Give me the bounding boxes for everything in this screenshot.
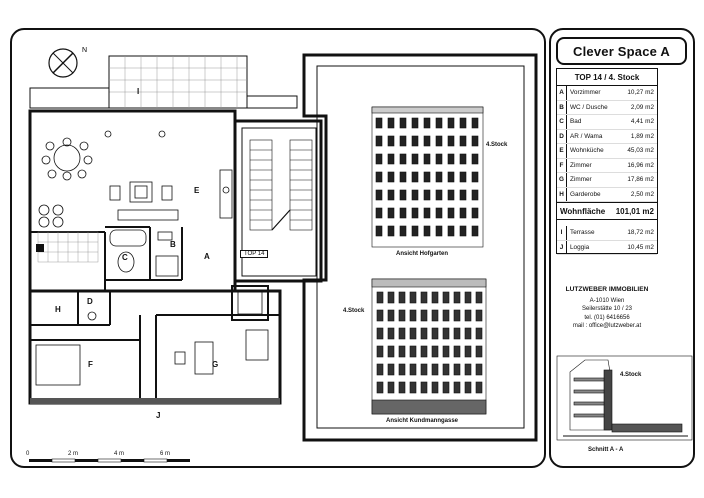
facade-window — [412, 172, 418, 182]
row-name: WC / Dusche — [570, 103, 608, 111]
area-row — [557, 144, 657, 159]
facade-window — [399, 346, 405, 357]
facade-window — [460, 208, 466, 218]
row-area: 10,45 m2 — [627, 243, 654, 251]
facade-window — [388, 292, 394, 303]
facade-window — [472, 208, 478, 218]
facade-window — [472, 172, 478, 182]
total-value: 101,01 m2 — [615, 206, 654, 216]
facade-window — [424, 118, 430, 128]
facade-window — [460, 154, 466, 164]
company-street: Seilerstätte 10 / 23 — [581, 306, 633, 313]
facade-window — [432, 346, 438, 357]
section-caption: Schnitt A - A — [588, 447, 624, 453]
hof-floor-label: 4.Stock — [486, 142, 508, 148]
area-row — [557, 130, 657, 145]
row-area: 16,96 m2 — [627, 161, 654, 169]
row-name: Zimmer — [570, 161, 592, 169]
facade-window — [377, 382, 383, 393]
facade-window — [448, 136, 454, 146]
facade-window — [376, 118, 382, 128]
facade-window — [443, 346, 449, 357]
area-row — [557, 241, 657, 256]
facade-window — [476, 346, 482, 357]
facade-window — [436, 154, 442, 164]
facade-window — [412, 208, 418, 218]
facade-window — [376, 208, 382, 218]
facade-window — [388, 310, 394, 321]
row-key: I — [557, 226, 567, 240]
facade-window — [454, 382, 460, 393]
facade-window — [472, 226, 478, 236]
facade-window — [454, 292, 460, 303]
facade-window — [410, 346, 416, 357]
room-label-c: C — [122, 253, 128, 262]
row-key: E — [557, 144, 567, 158]
facade-window — [412, 226, 418, 236]
facade-window — [436, 136, 442, 146]
facade-window — [399, 310, 405, 321]
facade-window — [377, 346, 383, 357]
area-row — [557, 115, 657, 130]
facade-window — [436, 208, 442, 218]
facade-window — [412, 118, 418, 128]
row-area: 2,09 m2 — [630, 103, 654, 111]
facade-window — [476, 364, 482, 375]
row-key: G — [557, 173, 567, 187]
row-key: H — [557, 188, 567, 202]
room-label-h: H — [55, 305, 61, 314]
row-area: 1,89 m2 — [630, 132, 654, 140]
company-block — [556, 286, 658, 330]
facade-window — [460, 118, 466, 128]
facade-window — [424, 136, 430, 146]
facade-window — [410, 292, 416, 303]
room-label-g: G — [212, 360, 219, 369]
facade-window — [424, 226, 430, 236]
facade-window — [376, 226, 382, 236]
facade-window — [388, 346, 394, 357]
scale-label-0: 0 — [26, 451, 30, 457]
facade-window — [421, 328, 427, 339]
row-area: 45,03 m2 — [627, 147, 654, 155]
facade-window — [443, 328, 449, 339]
room-label-j: J — [156, 411, 161, 420]
area-table — [556, 68, 658, 254]
facade-window — [454, 310, 460, 321]
street-caption: Ansicht Kundmanngasse — [386, 418, 459, 424]
facade-window — [436, 118, 442, 128]
facade-window — [465, 310, 471, 321]
scale-bar — [29, 459, 190, 462]
facade-window — [443, 382, 449, 393]
elevation-kundmanngasse — [372, 279, 486, 414]
north-arrow-icon — [49, 47, 87, 77]
row-name: AR / Wama — [570, 132, 603, 140]
facade-window — [472, 136, 478, 146]
scale-label-2: 2 m — [68, 451, 79, 457]
company-mail: mail : office@lutzweber.at — [572, 322, 642, 329]
facade-window — [388, 226, 394, 236]
room-label-e: E — [194, 186, 200, 195]
facade-window — [388, 190, 394, 200]
hof-caption: Ansicht Hofgarten — [396, 251, 449, 257]
row-name: Loggia — [570, 243, 590, 251]
street-floor-label: 4.Stock — [343, 308, 365, 314]
scale-label-6: 6 m — [160, 451, 171, 457]
facade-window — [476, 328, 482, 339]
terrace-area — [30, 56, 297, 108]
facade-window — [424, 154, 430, 164]
facade-window — [465, 292, 471, 303]
loggia-railing — [30, 398, 280, 404]
total-label: Wohnfläche — [560, 206, 606, 216]
row-key: J — [557, 241, 567, 255]
facade-window — [421, 310, 427, 321]
room-label-a: A — [204, 252, 210, 261]
facade-window — [454, 364, 460, 375]
row-area: 17,86 m2 — [627, 176, 654, 184]
row-name: Vorzimmer — [570, 89, 601, 97]
area-row — [557, 101, 657, 116]
project-title: Clever Space A — [556, 37, 687, 65]
section-drawing — [557, 356, 692, 440]
facade-window — [388, 118, 394, 128]
facade-window — [465, 382, 471, 393]
facade-window — [377, 328, 383, 339]
facade-window — [412, 154, 418, 164]
facade-window — [460, 226, 466, 236]
facade-window — [476, 310, 482, 321]
living-area-total — [557, 202, 657, 220]
facade-window — [412, 190, 418, 200]
facade-window — [465, 364, 471, 375]
facade-window — [376, 136, 382, 146]
row-area: 18,72 m2 — [627, 229, 654, 237]
facade-window — [436, 190, 442, 200]
room-label-i: I — [137, 87, 140, 96]
facade-window — [410, 310, 416, 321]
facade-window — [388, 382, 394, 393]
facade-window — [400, 118, 406, 128]
row-name: Wohnküche — [570, 147, 604, 155]
row-key: B — [557, 101, 567, 115]
elevation-hofgarten — [372, 107, 483, 247]
row-key: A — [557, 86, 567, 100]
facade-window — [410, 364, 416, 375]
facade-window — [400, 136, 406, 146]
facade-window — [388, 172, 394, 182]
area-row — [557, 226, 657, 241]
scale-label-4: 4 m — [114, 451, 125, 457]
row-area: 2,50 m2 — [630, 190, 654, 198]
company-phone: tel. (01) 6416656 — [584, 314, 630, 321]
facade-window — [460, 172, 466, 182]
facade-window — [421, 346, 427, 357]
row-key: F — [557, 159, 567, 173]
facade-window — [432, 328, 438, 339]
company-city: A-1010 Wien — [589, 298, 625, 305]
facade-window — [448, 208, 454, 218]
facade-window — [388, 154, 394, 164]
row-key: C — [557, 115, 567, 129]
facade-window — [448, 172, 454, 182]
svg-text:N: N — [82, 47, 88, 54]
dining-table — [42, 138, 92, 180]
facade-window — [476, 382, 482, 393]
facade-window — [377, 364, 383, 375]
facade-window — [432, 310, 438, 321]
facade-window — [377, 292, 383, 303]
table-header: TOP 14 / 4. Stock — [557, 69, 657, 86]
facade-window — [465, 346, 471, 357]
facade-window — [460, 136, 466, 146]
area-row — [557, 159, 657, 174]
row-name: Terrasse — [570, 229, 595, 237]
facade-window — [376, 154, 382, 164]
facade-window — [421, 292, 427, 303]
facade-window — [424, 172, 430, 182]
facade-window — [472, 118, 478, 128]
facade-window — [400, 172, 406, 182]
facade-window — [399, 292, 405, 303]
facade-window — [400, 154, 406, 164]
top-number-tag: TOP 14 — [240, 250, 268, 258]
facade-window — [432, 364, 438, 375]
room-label-f: F — [88, 360, 93, 369]
facade-window — [410, 328, 416, 339]
facade-window — [412, 136, 418, 146]
facade-window — [424, 190, 430, 200]
area-row — [557, 86, 657, 101]
row-area: 4,41 m2 — [630, 118, 654, 126]
facade-window — [448, 154, 454, 164]
facade-window — [448, 118, 454, 128]
facade-window — [454, 328, 460, 339]
facade-window — [400, 226, 406, 236]
facade-window — [399, 328, 405, 339]
facade-window — [399, 382, 405, 393]
staircase — [250, 140, 312, 230]
facade-window — [376, 172, 382, 182]
room-label-b: B — [170, 240, 176, 249]
row-name: Zimmer — [570, 176, 592, 184]
facade-window — [436, 172, 442, 182]
facade-window — [388, 364, 394, 375]
facade-window — [476, 292, 482, 303]
facade-window — [421, 364, 427, 375]
area-row — [557, 173, 657, 188]
facade-window — [472, 190, 478, 200]
facade-window — [432, 382, 438, 393]
room-label-d: D — [87, 297, 93, 306]
facade-window — [432, 292, 438, 303]
facade-window — [448, 190, 454, 200]
section-floor-label: 4.Stock — [620, 372, 642, 378]
facade-window — [399, 364, 405, 375]
facade-window — [436, 226, 442, 236]
facade-window — [465, 328, 471, 339]
facade-window — [454, 346, 460, 357]
company-name: LUTZWEBER IMMOBILIEN — [565, 286, 649, 293]
facade-window — [410, 382, 416, 393]
row-name: Bad — [570, 118, 582, 126]
facade-window — [443, 364, 449, 375]
facade-window — [421, 382, 427, 393]
row-name: Garderobe — [570, 190, 601, 198]
row-area: 10,27 m2 — [627, 89, 654, 97]
facade-window — [460, 190, 466, 200]
facade-window — [472, 154, 478, 164]
facade-window — [376, 190, 382, 200]
facade-window — [443, 292, 449, 303]
facade-window — [388, 208, 394, 218]
facade-window — [388, 328, 394, 339]
area-row — [557, 188, 657, 203]
facade-window — [388, 136, 394, 146]
facade-window — [400, 190, 406, 200]
row-key: D — [557, 130, 567, 144]
facade-window — [448, 226, 454, 236]
facade-window — [443, 310, 449, 321]
facade-window — [377, 310, 383, 321]
facade-window — [424, 208, 430, 218]
facade-window — [400, 208, 406, 218]
